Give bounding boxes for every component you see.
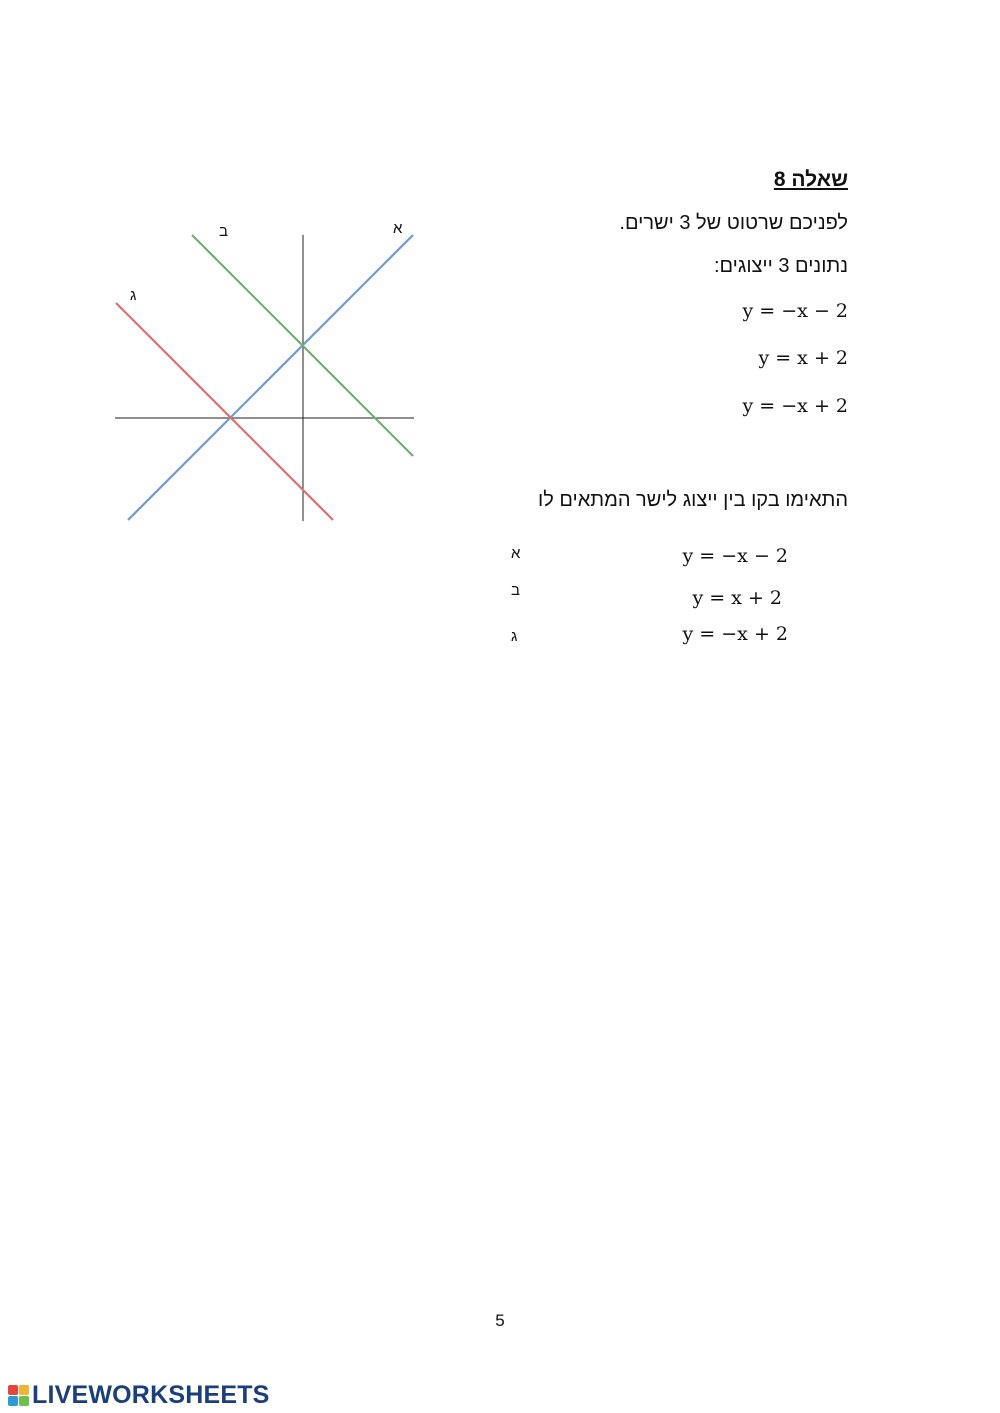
match-equation-1[interactable]: y = −x − 2 xyxy=(682,545,788,567)
logo-block xyxy=(19,1396,29,1406)
liveworksheets-logo xyxy=(8,1380,270,1410)
match-equation-3[interactable]: y = −x + 2 xyxy=(682,623,788,645)
logo-block xyxy=(8,1385,18,1395)
line-b-label: ב xyxy=(219,223,228,240)
page-number: 5 xyxy=(495,1311,505,1330)
logo-block xyxy=(19,1385,29,1395)
match-letter-a[interactable]: א xyxy=(511,545,521,562)
given-equation-1: y = −x − 2 xyxy=(742,300,848,322)
given-label: נתונים 3 ייצוגים: xyxy=(713,255,848,277)
match-letter-b[interactable]: ב xyxy=(511,582,520,599)
logo-text: LIVEWORKSHEETS xyxy=(32,1380,270,1409)
line-a-label: א xyxy=(393,220,403,237)
question-title: שאלה 8 xyxy=(773,168,848,191)
match-letter-c[interactable]: ג xyxy=(511,628,518,645)
question-intro: לפניכם שרטוט של 3 ישרים. xyxy=(619,212,848,234)
line-c-label: ג xyxy=(130,287,137,304)
match-equation-2[interactable]: y = x + 2 xyxy=(692,587,782,609)
given-equation-2: y = x + 2 xyxy=(758,347,848,369)
matching-instruction: התאימו בקו בין ייצוג לישר המתאים לו xyxy=(538,489,848,511)
logo-block xyxy=(8,1396,18,1406)
line-a xyxy=(128,235,413,520)
given-equation-3: y = −x + 2 xyxy=(742,395,848,417)
line-c xyxy=(116,303,333,520)
logo-blocks-icon xyxy=(8,1385,29,1406)
